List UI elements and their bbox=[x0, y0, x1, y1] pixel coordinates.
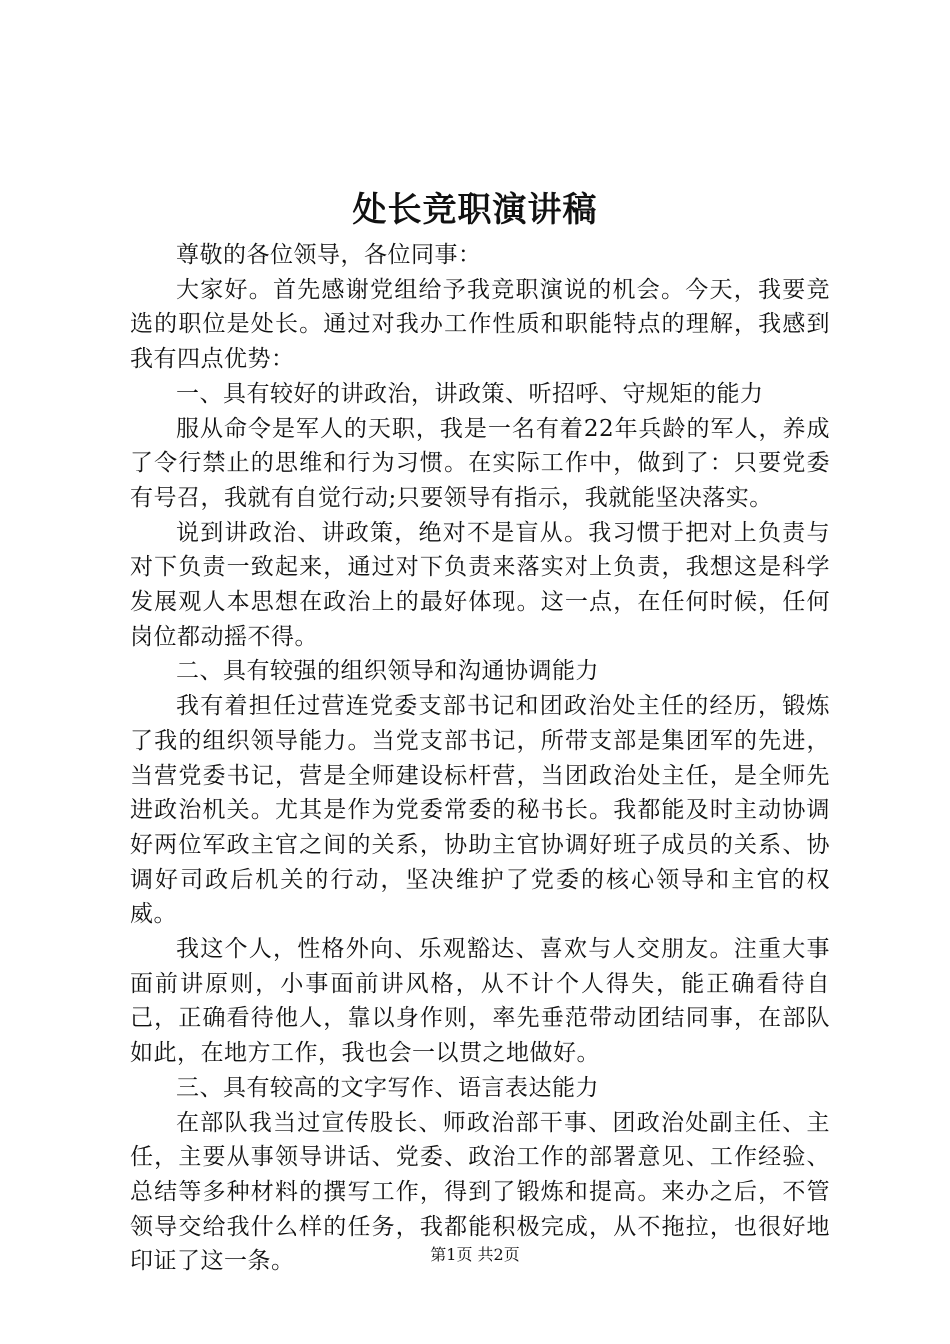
document-title: 处长竞职演讲稿 bbox=[352, 190, 598, 230]
document-body bbox=[130, 238, 830, 1279]
paragraph-point-one-a: 服从命令是军人的天职，我是一名有着22年兵龄的军人，养成了令行禁止的思维和行为习惯。在实际工作中，做到了：只要党委有号召，我就有自觉行动;只要领导有指示，我就能坚决落实。 bbox=[130, 415, 830, 511]
paragraph-point-two-b: 我这个人，性格外向、乐观豁达、喜欢与人交朋友。注重大事面前讲原则，小事面前讲风格，从不计个人得失，能正确看待自己，正确看待他人，靠以身作则，率先垂范带动团结同事，在部队如此，在地方工作，我也会一以贯之地做好。 bbox=[130, 936, 830, 1067]
paragraph-greeting: 尊敬的各位领导，各位同事： bbox=[176, 242, 482, 268]
paragraph-intro: 大家好。首先感谢党组给予我竞职演说的机会。今天，我要竞选的职位是处长。通过对我办工作性质和职能特点的理解，我感到我有四点优势： bbox=[130, 276, 830, 373]
page-footer: 第1页 共2页 bbox=[430, 1245, 520, 1264]
heading-point-two: 二、具有较强的组织领导和沟通协调能力 bbox=[176, 658, 599, 685]
heading-point-three: 三、具有较高的文字写作、语言表达能力 bbox=[176, 1074, 599, 1101]
paragraph-point-two-a: 我有着担任过营连党委支部书记和团政治处主任的经历，锻炼了我的组织领导能力。当党支部书记，所带支部是集团军的先进，当营党委书记，营是全师建设标杆营，当团政治处主任，是全师先进政治机关。尤其是作为党委常委的秘书长。我都能及时主动协调好两位军政主官之间的关系，协助主官协调好班子成员的关系、协调好司政后机关的行动，坚决维护了党委的核心领导和主官的权威。 bbox=[130, 693, 830, 928]
paragraph-point-three-a: 在部队我当过宣传股长、师政治部干事、团政治处副主任、主任，主要从事领导讲话、党委、政治工作的部署意见、工作经验、总结等多种材料的撰写工作，得到了锻炼和提高。来办之后，不管领导交给我什么样的任务，我都能积极完成，从不拖拉，也很好地印证了这一条。 bbox=[130, 1109, 830, 1275]
heading-point-one: 一、具有较好的讲政治，讲政策、听招呼、守规矩的能力 bbox=[176, 380, 764, 407]
paragraph-point-one-b: 说到讲政治、讲政策，绝对不是盲从。我习惯于把对上负责与对下负责一致起来，通过对下负责来落实对上负责，我想这是科学发展观人本思想在政治上的最好体现。这一点，在任何时候，任何岗位都动摇不得。 bbox=[130, 519, 830, 650]
